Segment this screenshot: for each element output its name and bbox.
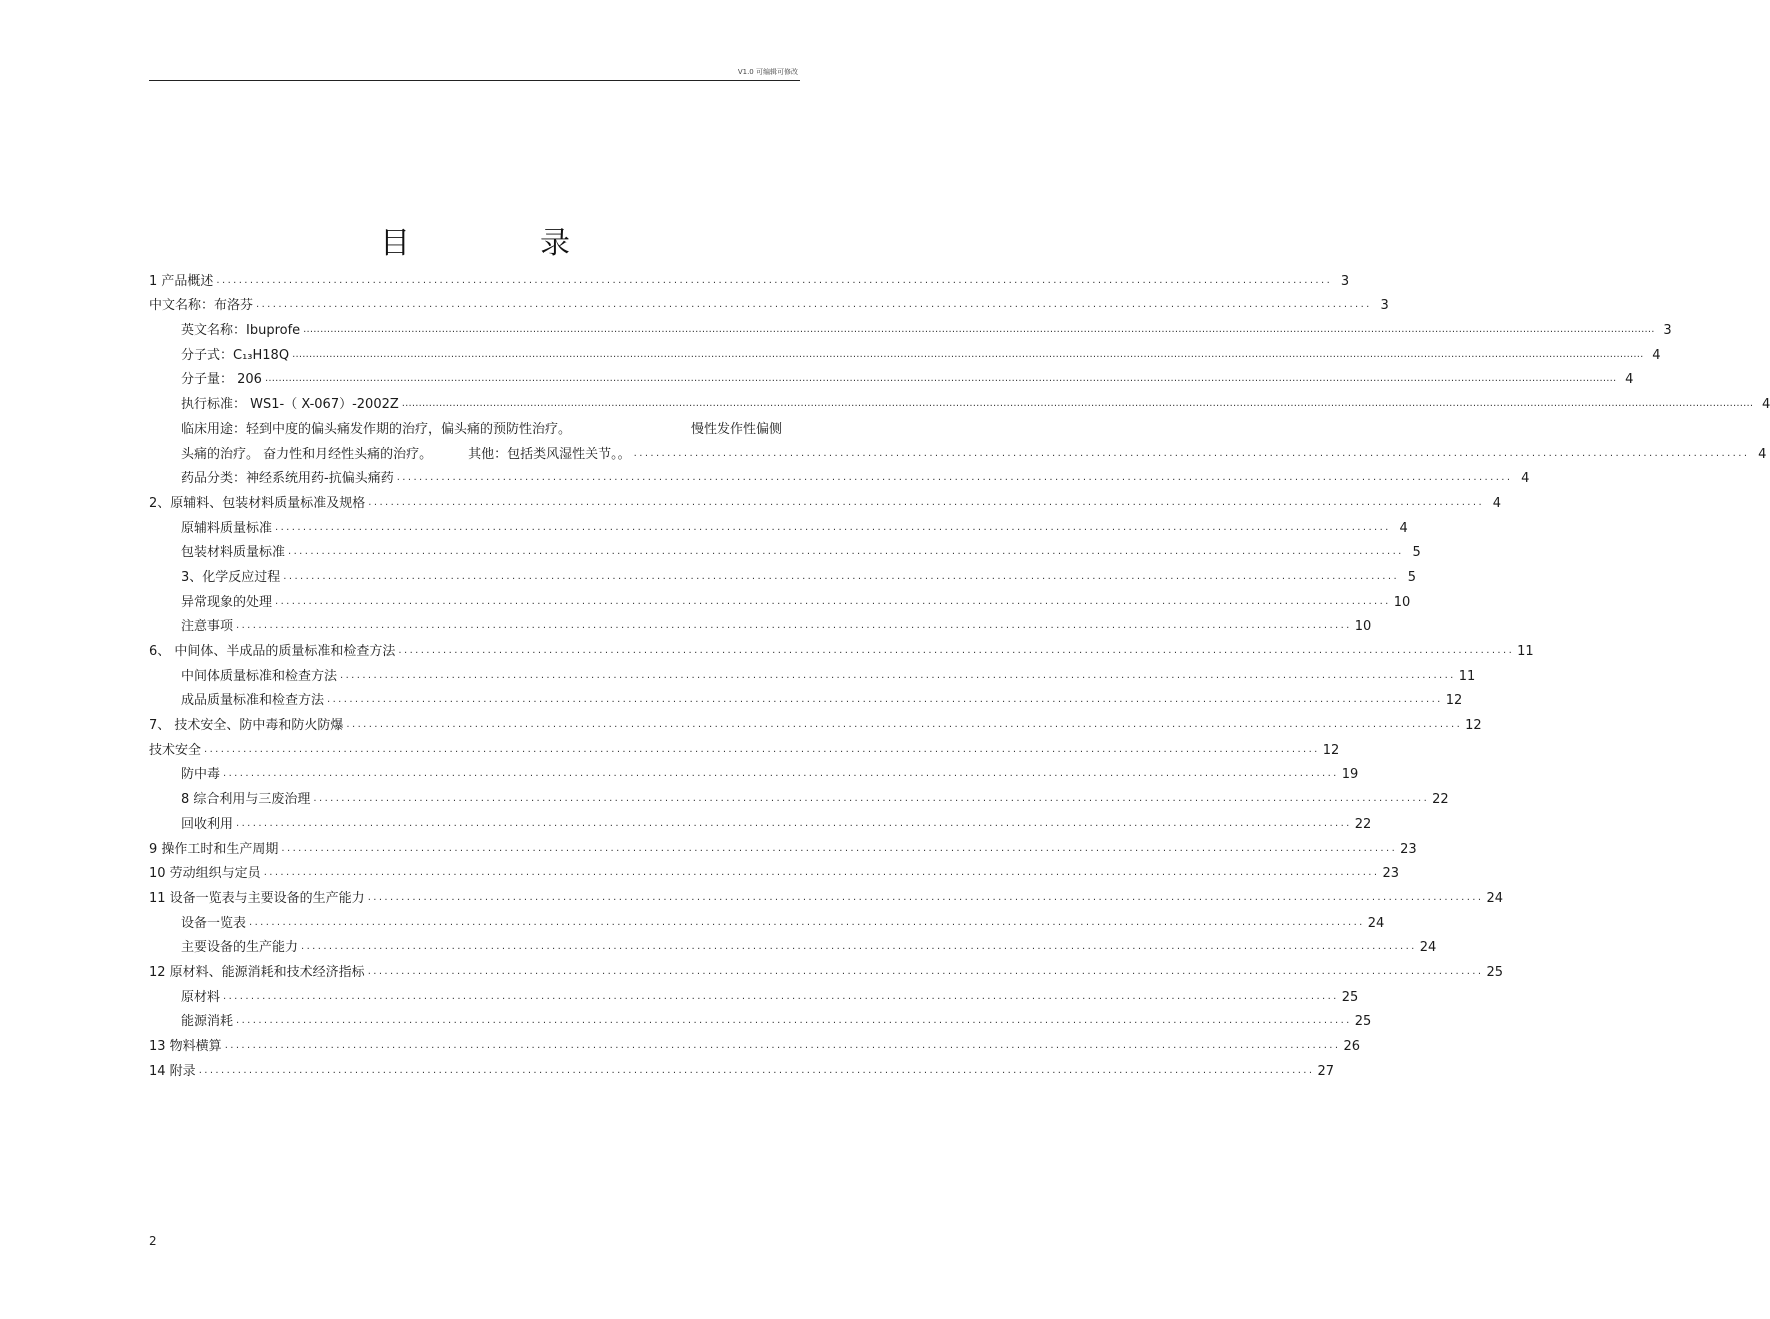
toc-entry[interactable] xyxy=(149,708,1482,734)
toc-entry[interactable] xyxy=(149,610,1372,635)
toc-dot-leader: ........................................................................................................................................................................................................ xyxy=(327,694,1443,706)
toc-page-number: 12 xyxy=(1322,742,1340,758)
toc-page-number: 24 xyxy=(1419,940,1437,956)
toc-entry-text: 防中毒 xyxy=(181,767,221,783)
toc-page-number: 4 xyxy=(1758,446,1767,462)
toc-page-number: 4 xyxy=(1761,397,1770,413)
toc-title-char-2: 录 xyxy=(540,226,570,261)
toc-entry-text: 注意事项 xyxy=(181,619,234,635)
toc-page-number: 23 xyxy=(1400,841,1417,857)
toc-page-number: 4 xyxy=(1492,495,1502,511)
toc-entry-text: 中文名称：布洛芬 xyxy=(149,298,254,314)
toc-page-number: 25 xyxy=(1354,1014,1372,1030)
toc-entry-text: 包装材料质量标准 xyxy=(181,545,286,561)
toc-entry[interactable] xyxy=(149,585,1411,610)
toc-dot-leader: ........................................................................................................................................................................................................ xyxy=(288,546,1404,558)
toc-entry-text: 14 附录 xyxy=(149,1063,196,1079)
toc-entry-text: 7、 技术安全、防中毒和防火防爆 xyxy=(149,718,344,734)
toc-entry[interactable] xyxy=(149,486,1502,511)
toc-entry-text: 6、 中间体、半成品的质量标准和检查方法 xyxy=(149,644,396,659)
toc-dot-leader: ........................................................................................................................................................................................................ xyxy=(249,916,1365,928)
toc-page-number: 4 xyxy=(1399,520,1408,536)
toc-entry-text: 执行标准： WS1-（ X-067）-2002Z xyxy=(181,397,399,413)
header-rule xyxy=(149,80,800,81)
toc-entry-text-part: 其他：包括类风湿性关节。。 xyxy=(468,446,631,462)
toc-entry-text-part: 临床用途：轻到中度的偏头痛发作期的治疗，偏头痛的预防性治疗。 xyxy=(181,421,572,437)
toc-entry[interactable] xyxy=(149,733,1340,758)
page-number: 2 xyxy=(149,1234,157,1248)
toc-entry-text: 原辅料质量标准 xyxy=(181,520,273,536)
toc-entry[interactable] xyxy=(149,857,1399,882)
toc-page-number: 10 xyxy=(1354,619,1372,635)
toc-dot-leader: ........................................................................................................................................................................................................ xyxy=(283,570,1400,582)
toc-entry-text: 回收利用 xyxy=(181,816,234,832)
toc-entry-text: 1 产品概述 xyxy=(149,273,214,289)
toc-dot-leader: ........................................................................................................................................................................................................ xyxy=(346,719,1463,731)
toc-dot-leader: ........................................................................................................................................................................................................ xyxy=(368,496,1485,508)
toc-entry[interactable] xyxy=(149,832,1417,857)
toc-entry[interactable] xyxy=(149,560,1417,585)
toc-dot-leader: ........................................................................................................................................................................................................ xyxy=(367,965,1484,977)
toc-dot-leader: ........................................................................................................................................................................................................ xyxy=(216,274,1333,286)
toc-entry-text: 11 设备一览表与主要设备的生产能力 xyxy=(149,890,365,906)
toc-entry-text: 中间体质量标准和检查方法 xyxy=(181,668,338,684)
toc-page-number: 3 xyxy=(1380,298,1389,314)
toc-dot-leader: ................................................................................................................................................................................................................................................................................................................................................................................................................ xyxy=(264,373,1617,385)
toc-entry-text: 异常现象的处理 xyxy=(181,594,273,610)
toc-entry-text: 设备一览表 xyxy=(181,915,247,931)
toc-entry[interactable] xyxy=(149,412,798,437)
toc-dot-leader: ........................................................................................................................................................................................................ xyxy=(236,1015,1352,1027)
toc-dot-leader: ........................................................................................................................................................................................................ xyxy=(340,669,1456,681)
toc-entry-text: 技术安全 xyxy=(149,742,202,758)
toc-page-number: 25 xyxy=(1486,964,1503,980)
toc-entry[interactable] xyxy=(149,1005,1372,1030)
toc-entry-text: 2、原辅料、包装材料质量标准及规格 xyxy=(149,495,366,511)
toc-entry-text: 9 操作工时和生产周期 xyxy=(149,841,279,857)
toc-entry[interactable] xyxy=(149,511,1408,536)
toc-dot-leader: ........................................................................................................................................................................................................ xyxy=(263,867,1380,879)
toc-dot-leader: ........................................................................................................................................................................................................ xyxy=(256,299,1372,311)
toc-entry[interactable] xyxy=(149,387,1770,413)
toc-dot-leader: ........................................................................................................................................................................................................ xyxy=(398,645,1515,656)
toc-dot-leader: ........................................................................................................................................................................................................ xyxy=(224,1040,1341,1051)
toc-entry[interactable] xyxy=(149,1054,1334,1079)
toc-dot-leader: ........................................................................................................................................................................................................ xyxy=(223,990,1339,1002)
toc-dot-leader: ........................................................................................................................................................................................................ xyxy=(633,447,1750,459)
toc-dot-leader: ........................................................................................................................................................................................................ xyxy=(223,768,1339,780)
toc-page-number: 4 xyxy=(1521,471,1530,487)
toc-dot-leader: ........................................................................................................................................................................................................ xyxy=(396,472,1513,484)
toc-entry[interactable] xyxy=(149,980,1359,1005)
toc-entry-text: 成品质量标准和检查方法 xyxy=(181,693,325,709)
toc-dot-leader: ........................................................................................................................................................................................................ xyxy=(313,793,1430,805)
toc-entry-text: 13 物料横算 xyxy=(149,1039,222,1054)
toc-page-number: 10 xyxy=(1393,594,1411,610)
toc-entry[interactable] xyxy=(149,684,1463,709)
toc-page-number: 22 xyxy=(1354,816,1372,832)
toc-page-number: 26 xyxy=(1343,1039,1360,1054)
toc-entry[interactable] xyxy=(149,634,1534,659)
toc-entry-text: 10 劳动组织与定员 xyxy=(149,866,261,882)
toc-page-number: 5 xyxy=(1407,569,1417,585)
toc-dot-leader: ........................................................................................................................................................................................................ xyxy=(275,521,1391,533)
toc-entry[interactable] xyxy=(149,906,1385,931)
toc-dot-leader: ................................................................................................................................................................................................................................................................................................................................................................................................................ xyxy=(303,324,1655,336)
toc-page-number: 3 xyxy=(1663,323,1672,339)
toc-entry[interactable] xyxy=(149,782,1449,808)
toc-entry[interactable] xyxy=(149,807,1372,832)
toc-page-number: 5 xyxy=(1412,545,1421,561)
toc-dot-leader: ................................................................................................................................................................................................................................................................................................................................................................................................................ xyxy=(401,398,1754,410)
toc-entry[interactable] xyxy=(149,313,1672,339)
toc-dot-leader: ........................................................................................................................................................................................................ xyxy=(281,842,1398,854)
toc-dot-leader: ........................................................................................................................................................................................................ xyxy=(275,595,1391,607)
toc-title-char-1: 目 xyxy=(380,226,410,261)
toc-entry-text: 分子量： 206 xyxy=(181,372,262,388)
toc-entry-text: 8 综合利用与三废治理 xyxy=(181,792,311,808)
toc-entry[interactable] xyxy=(149,1029,1360,1054)
toc-page-number: 4 xyxy=(1652,347,1661,363)
toc-dot-leader: ........................................................................................................................................................................................................ xyxy=(367,891,1484,903)
toc-entry-text xyxy=(181,418,571,437)
toc-page-number: 24 xyxy=(1486,890,1503,906)
toc-dot-leader: ................................................................................................................................................................................................................................................................................................................................................................................................................ xyxy=(292,348,1644,360)
toc-dot-leader: ........................................................................................................................................................................................................ xyxy=(236,620,1352,632)
toc-page-number: 11 xyxy=(1517,644,1534,659)
toc-entry[interactable] xyxy=(149,363,1634,388)
toc-entry[interactable] xyxy=(149,758,1359,783)
toc-entry[interactable] xyxy=(149,659,1476,684)
toc-entry-text-continued: 慢性发作性偏侧 xyxy=(690,421,782,437)
toc-entry-text: 主要设备的生产能力 xyxy=(181,940,299,956)
toc-entry-text-part: 头痛的治疗。 奋力性和月经性头痛的治疗。 xyxy=(181,446,433,462)
table-of-contents xyxy=(149,264,1770,1079)
toc-entry[interactable] xyxy=(149,264,1350,289)
toc-title xyxy=(380,218,570,262)
toc-entry[interactable] xyxy=(149,931,1437,956)
toc-entry-text: 药品分类：神经系统用药-抗偏头痛药 xyxy=(181,471,394,487)
toc-entry-text: 原材料 xyxy=(181,989,221,1005)
toc-page-number: 19 xyxy=(1341,767,1359,783)
toc-entry[interactable] xyxy=(149,881,1503,906)
toc-page-number: 22 xyxy=(1432,792,1449,808)
toc-entry[interactable] xyxy=(149,462,1530,487)
toc-entry-text: 能源消耗 xyxy=(181,1014,234,1030)
toc-page-number: 12 xyxy=(1465,718,1482,734)
toc-entry[interactable] xyxy=(149,338,1661,363)
toc-page-number: 25 xyxy=(1341,989,1359,1005)
toc-entry-text xyxy=(181,443,631,462)
toc-page-number: 3 xyxy=(1340,273,1350,289)
toc-entry[interactable] xyxy=(149,955,1503,980)
toc-entry-text: 3、化学反应过程 xyxy=(181,569,281,585)
toc-page-number: 24 xyxy=(1367,915,1385,931)
toc-dot-leader: ........................................................................................................................................................................................................ xyxy=(198,1064,1315,1076)
toc-entry[interactable] xyxy=(149,289,1389,314)
toc-entry-text: 分子式：C₁₃H18Q xyxy=(181,347,290,363)
toc-page-number: 4 xyxy=(1625,372,1634,388)
toc-page-number: 12 xyxy=(1445,693,1463,709)
header-note: V1.0 可编辑可修改 xyxy=(737,68,798,76)
toc-entry[interactable] xyxy=(149,437,1767,462)
toc-entry-text: 英文名称：Ibuprofe xyxy=(181,323,301,339)
toc-page-number: 27 xyxy=(1317,1063,1334,1079)
toc-dot-leader: ........................................................................................................................................................................................................ xyxy=(236,817,1352,829)
toc-dot-leader: ........................................................................................................................................................................................................ xyxy=(301,941,1417,953)
toc-page-number: 11 xyxy=(1458,668,1476,684)
toc-entry-text: 12 原材料、能源消耗和技术经济指标 xyxy=(149,964,365,980)
toc-dot-leader: ........................................................................................................................................................................................................ xyxy=(204,743,1320,755)
toc-page-number: 23 xyxy=(1382,866,1399,882)
toc-entry[interactable] xyxy=(149,536,1421,561)
